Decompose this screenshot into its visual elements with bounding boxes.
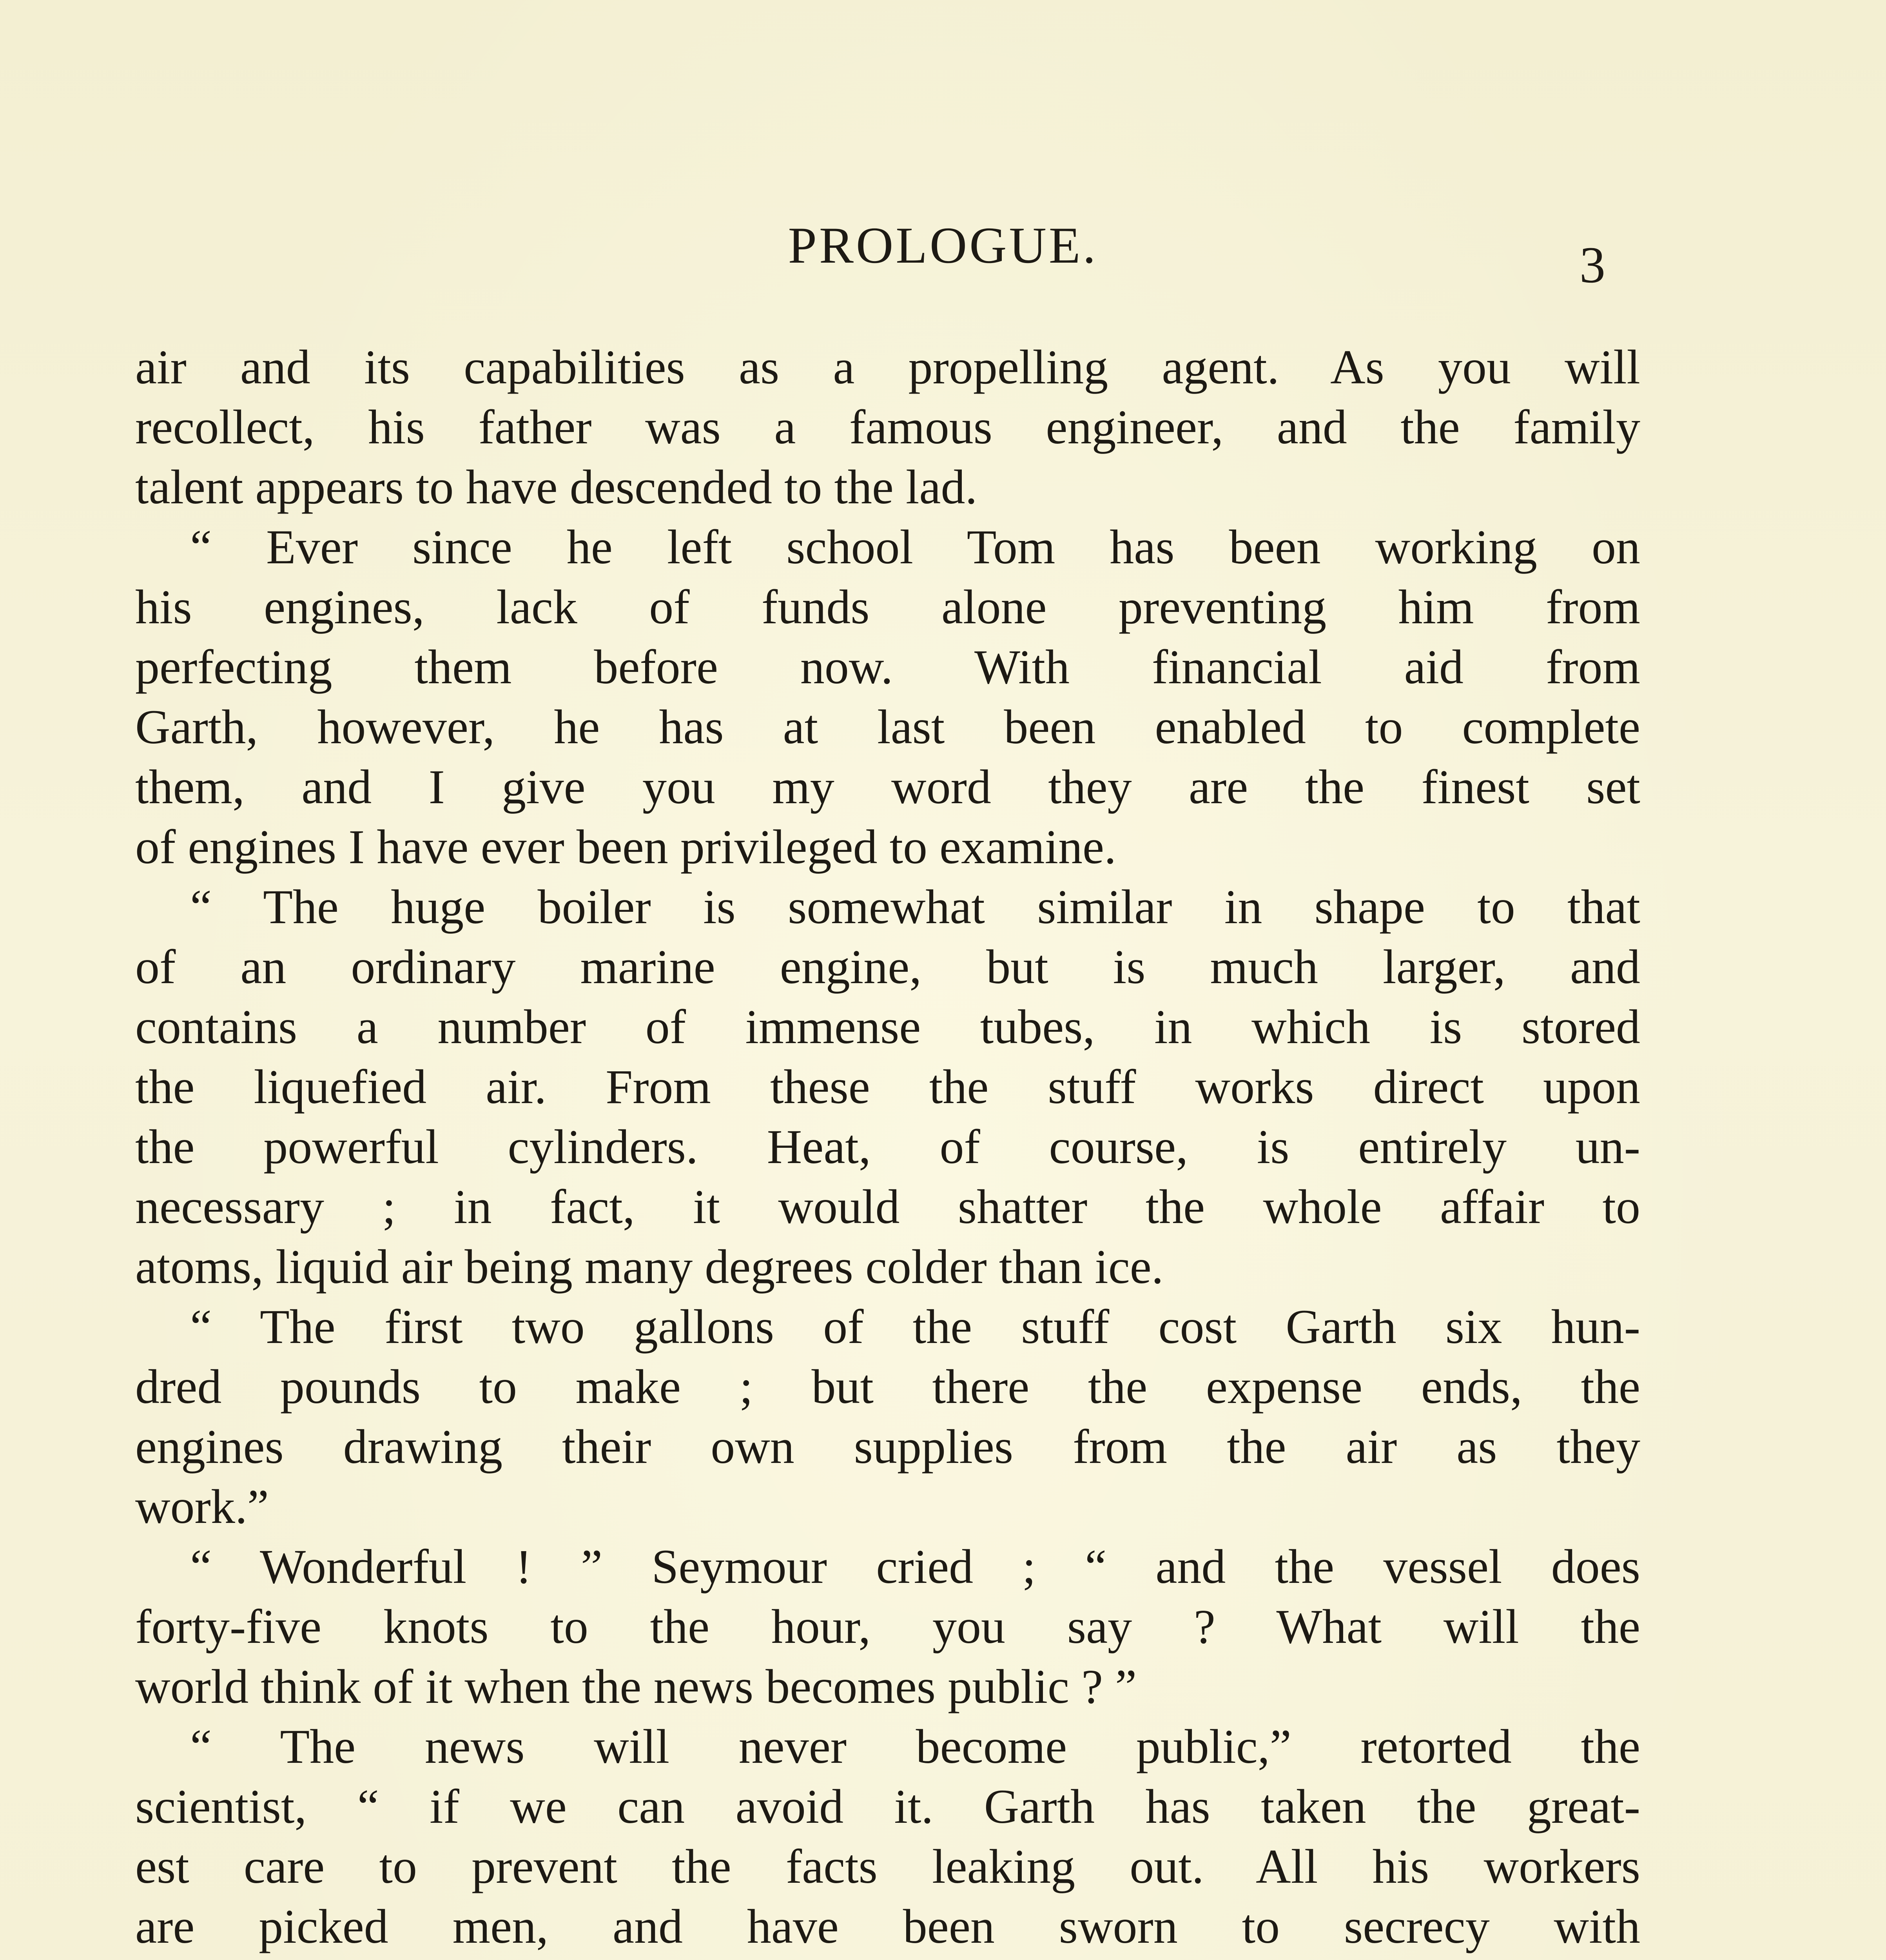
running-head: PROLOGUE. <box>788 216 1098 274</box>
body-text <box>135 337 1640 1960</box>
text-line: forty-five knots to the hour, you say ? What will the <box>135 1600 1640 1653</box>
text-line: his engines, lack of funds alone preventing him from <box>135 580 1640 634</box>
text-line: atoms, liquid air being many degrees colder than ice. <box>135 1240 1164 1294</box>
text-line: “ Ever since he left school Tom has been working on <box>190 520 1640 574</box>
text-line: the liquefied air. From these the stuff works direct upon <box>135 1060 1640 1114</box>
text-line: of engines I have ever been privileged to examine. <box>135 820 1117 874</box>
text-line: necessary ; in fact, it would shatter the whole affair to <box>135 1180 1640 1234</box>
text-line: “ The news will never become public,” retorted the <box>190 1720 1640 1773</box>
text-line: “ The first two gallons of the stuff cost Garth six hun- <box>190 1300 1640 1354</box>
text-line: of an ordinary marine engine, but is much larger, and <box>135 940 1640 994</box>
text-line: recollect, his father was a famous engineer, and the family <box>135 400 1640 454</box>
text-line: est care to prevent the facts leaking out. All his workers <box>135 1840 1640 1893</box>
text-line: work.” <box>135 1480 269 1534</box>
page-number: 3 <box>1580 236 1605 294</box>
text-line: world think of it when the news becomes public ? ” <box>135 1660 1137 1713</box>
text-line: “ Wonderful ! ” Seymour cried ; “ and the vessel does <box>190 1540 1640 1593</box>
text-line: air and its capabilities as a propelling agent. As you will <box>135 340 1640 394</box>
text-line: Garth, however, he has at last been enabled to complete <box>135 700 1640 754</box>
text-line: scientist, “ if we can avoid it. Garth has taken the great- <box>135 1780 1640 1833</box>
text-line: them, and I give you my word they are the finest set <box>135 760 1640 814</box>
text-line: talent appears to have descended to the lad. <box>135 460 977 514</box>
text-line: the powerful cylinders. Heat, of course, is entirely un- <box>135 1120 1640 1174</box>
text-line: are picked men, and have been sworn to secrecy with <box>135 1900 1640 1953</box>
text-line: engines drawing their own supplies from the air as they <box>135 1420 1640 1474</box>
text-line: perfecting them before now. With financial aid from <box>135 640 1640 694</box>
text-line: dred pounds to make ; but there the expense ends, the <box>135 1360 1640 1414</box>
text-line: “ The huge boiler is somewhat similar in shape to that <box>190 880 1640 934</box>
text-line <box>135 1956 1640 1960</box>
text-line: contains a number of immense tubes, in which is stored <box>135 1000 1640 1054</box>
